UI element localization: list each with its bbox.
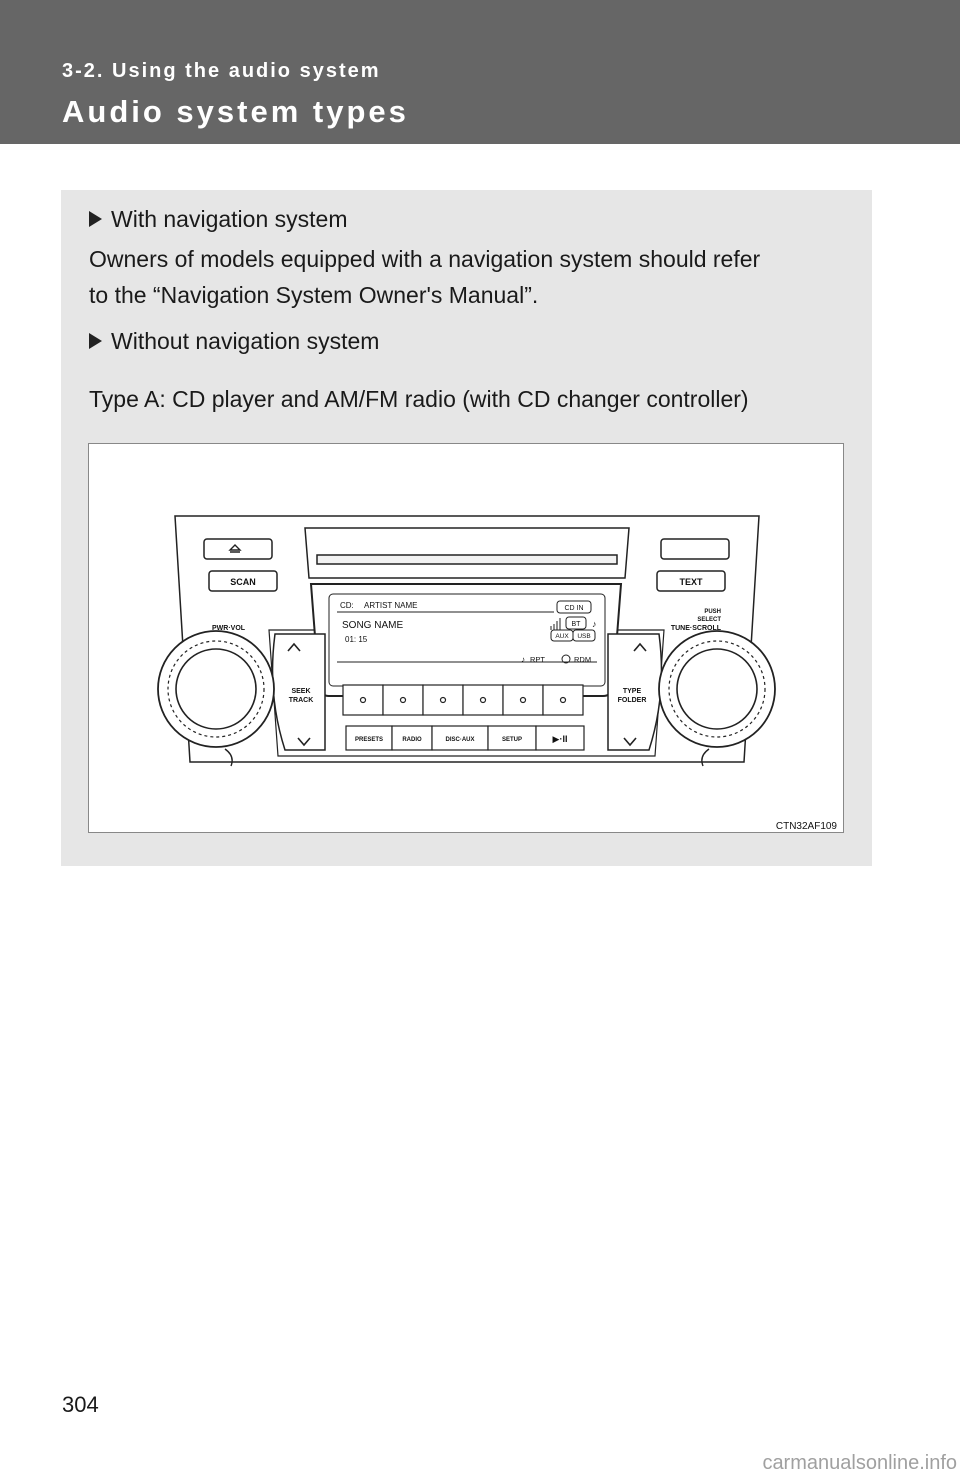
watermark: carmanualsonline.info [762, 1452, 957, 1474]
tune-scroll-label: TUNE·SCROLL [670, 625, 721, 632]
push-label: PUSH [704, 609, 721, 615]
scan-label: SCAN [230, 577, 256, 587]
aux-text: AUX [555, 633, 569, 640]
rpt-text: RPT [530, 655, 545, 664]
music-note-icon: ♪ [592, 619, 597, 629]
blank-top-button [661, 539, 729, 559]
display-song: SONG NAME [342, 620, 404, 631]
triangle-bullet-icon [89, 333, 102, 349]
page-number: 304 [62, 1392, 99, 1417]
display-artist: ARTIST NAME [364, 601, 418, 610]
play-pause-label: ▶·II [552, 734, 568, 744]
display-source: CD: [340, 601, 354, 610]
seek-label: SEEK [291, 688, 311, 695]
with-nav-heading-text: With navigation system [111, 206, 348, 232]
text-label: TEXT [679, 577, 703, 587]
type-a-label: Type A: CD player and AM/FM radio (with CD changer controller) [89, 386, 749, 412]
section-label: 3-2. Using the audio system [62, 60, 381, 82]
cd-slot [317, 555, 617, 564]
with-nav-heading [89, 200, 347, 238]
page-title: Audio system types [62, 94, 409, 129]
with-nav-text-2: to the “Navigation System Owner's Manual”. [89, 282, 539, 308]
radio-label: RADIO [402, 737, 422, 743]
without-nav-heading [89, 322, 379, 360]
disc-aux-label: DISC·AUX [445, 737, 475, 743]
cd-slot-bezel [305, 528, 629, 578]
folder-label: FOLDER [617, 697, 647, 704]
audio-unit-drawing [89, 444, 845, 834]
cd-in-text: CD IN [564, 605, 584, 612]
music-note-icon: ♪ [521, 655, 525, 664]
bt-text: BT [571, 621, 581, 628]
audio-unit-figure [88, 443, 844, 833]
without-nav-heading-text: Without navigation system [111, 328, 380, 354]
eject-button [204, 539, 272, 559]
rdm-text: RDM [574, 655, 592, 664]
figure-code: CTN32AF109 [775, 821, 837, 832]
chapter-header [0, 0, 960, 144]
usb-text: USB [577, 633, 591, 640]
select-label: SELECT [697, 617, 721, 623]
track-label: TRACK [288, 697, 314, 704]
triangle-bullet-icon [89, 211, 102, 227]
display-time: 01: 15 [345, 635, 368, 644]
with-nav-text-1: Owners of models equipped with a navigation system should refer [89, 246, 761, 272]
preset-buttons [343, 685, 583, 715]
presets-label: PRESETS [354, 737, 384, 743]
pwr-vol-label: PWR·VOL [212, 625, 246, 632]
type-label: TYPE [622, 688, 642, 695]
setup-label: SETUP [501, 737, 523, 743]
